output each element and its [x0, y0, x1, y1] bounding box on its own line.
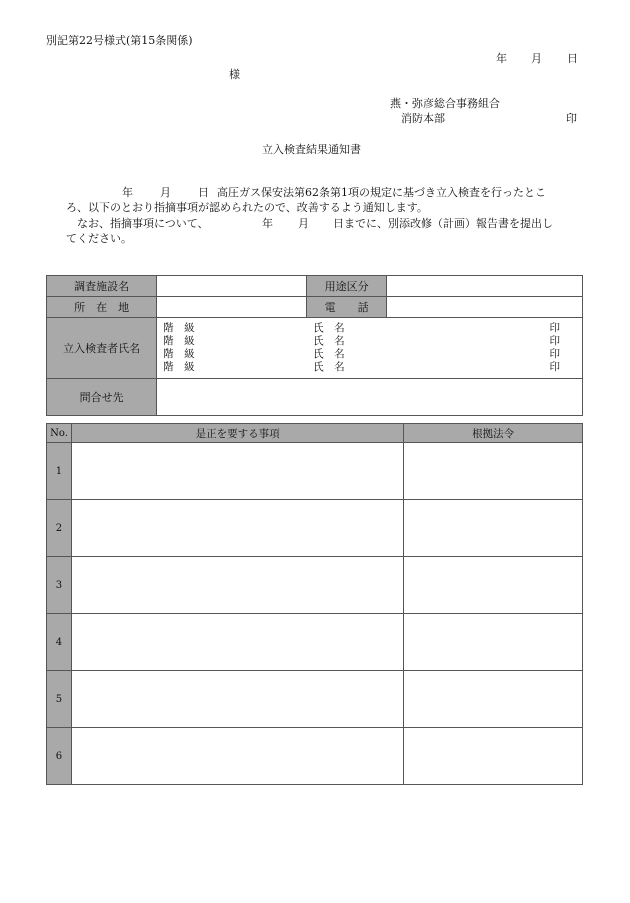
inspector-rank: 階 級: [163, 335, 195, 347]
address-label: 所 在 地: [47, 297, 157, 318]
purpose-field[interactable]: [387, 276, 583, 297]
matter-cell[interactable]: [71, 443, 403, 500]
law-cell[interactable]: [404, 614, 583, 671]
inspector-line: [157, 361, 582, 374]
inspector-name: 氏 名: [313, 322, 345, 334]
law-cell[interactable]: [404, 443, 583, 500]
matter-cell[interactable]: [71, 728, 403, 785]
body-p2-month: 月: [298, 217, 309, 230]
body-p2-line2: てください。: [66, 232, 132, 245]
table-row: [47, 500, 583, 557]
issuer-seal: 印: [566, 112, 577, 125]
address-field[interactable]: [157, 297, 307, 318]
form-id: 別記第22号様式(第15条関係): [46, 34, 193, 47]
body-p2-line1a: なお、指摘事項について、: [77, 217, 209, 230]
law-cell[interactable]: [404, 557, 583, 614]
date-month: 月: [531, 52, 542, 65]
matter-cell[interactable]: [71, 557, 403, 614]
body-p1-day: 日: [198, 186, 209, 199]
body-p1-year: 年: [122, 186, 133, 199]
contact-label: 問合せ先: [47, 379, 157, 416]
table-row: [47, 614, 583, 671]
page-title: 立入検査結果通知書: [262, 143, 361, 156]
inspector-seal: 印: [549, 361, 560, 373]
row-number: 2: [47, 500, 72, 557]
matter-cell[interactable]: [71, 671, 403, 728]
law-cell[interactable]: [404, 500, 583, 557]
issuer-dept: 消防本部: [401, 112, 445, 125]
phone-label: 電 話: [307, 297, 387, 318]
row-number: 1: [47, 443, 72, 500]
date-day: 日: [567, 52, 578, 65]
issuer-org: 燕・弥彦総合事務組合: [390, 97, 500, 110]
row-number: 5: [47, 671, 72, 728]
row-number: 6: [47, 728, 72, 785]
inspector-name: 氏 名: [313, 361, 345, 373]
inspector-line: [157, 348, 582, 361]
phone-field[interactable]: [387, 297, 583, 318]
inspector-name: 氏 名: [313, 348, 345, 360]
facility-label: 調査施設名: [47, 276, 157, 297]
row-number: 4: [47, 614, 72, 671]
inspector-line: [157, 335, 582, 348]
addressee-suffix: 様: [229, 68, 240, 81]
correction-items-table: [46, 423, 583, 785]
row-number: 3: [47, 557, 72, 614]
contact-field[interactable]: [157, 379, 583, 416]
table-row: [47, 557, 583, 614]
table-row: [47, 728, 583, 785]
purpose-label: 用途区分: [307, 276, 387, 297]
law-cell[interactable]: [404, 671, 583, 728]
matter-header: 是正を要する事項: [71, 424, 403, 443]
body-p1-line2: ろ、以下のとおり指摘事項が認められたので、改善するよう通知します。: [66, 201, 428, 214]
inspector-line: [157, 322, 582, 335]
body-p1-line1: 高圧ガス保安法第62条第1項の規定に基づき立入検査を行ったとこ: [217, 186, 546, 199]
inspector-seal: 印: [549, 335, 560, 347]
inspector-rank: 階 級: [163, 361, 195, 373]
body-p1-month: 月: [160, 186, 171, 199]
no-header: No.: [47, 424, 72, 443]
facility-info-table: [46, 275, 583, 416]
matter-cell[interactable]: [71, 614, 403, 671]
inspector-rank: 階 級: [163, 322, 195, 334]
inspector-seal: 印: [549, 348, 560, 360]
body-p2-year: 年: [262, 217, 273, 230]
inspector-rank: 階 級: [163, 348, 195, 360]
inspector-name: 氏 名: [313, 335, 345, 347]
matter-cell[interactable]: [71, 500, 403, 557]
law-cell[interactable]: [404, 728, 583, 785]
table-row: [47, 443, 583, 500]
body-p2-line1b: 日までに、別添改修（計画）報告書を提出し: [333, 217, 553, 230]
inspector-seal: 印: [549, 322, 560, 334]
law-header: 根拠法令: [404, 424, 583, 443]
date-year: 年: [496, 52, 507, 65]
inspectors-label: 立入検査者氏名: [47, 318, 157, 379]
table-row: [47, 671, 583, 728]
facility-field[interactable]: [157, 276, 307, 297]
inspectors-field[interactable]: [157, 318, 583, 379]
